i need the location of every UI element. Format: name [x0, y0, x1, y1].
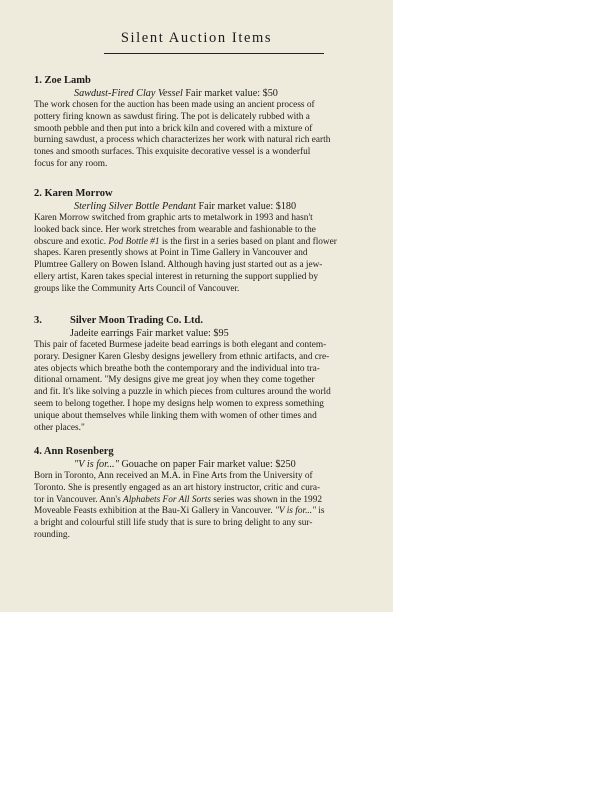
description-line: focus for any room.: [34, 158, 108, 169]
item-description: [34, 471, 388, 542]
description-line: and fit. It's like solving a puzzle in which pieces from cultures around the world: [34, 387, 331, 398]
description-line: seem to belong together. I hope my designs help women to express something: [34, 398, 324, 409]
description-line: smooth pebble and then put into a brick kiln and covered with a mixture of: [34, 123, 313, 134]
item-heading: 2. Karen Morrow: [34, 188, 113, 199]
description-line: This pair of faceted Burmese jadeite bead earrings is both elegant and contem-: [34, 340, 327, 350]
item-heading: 1. Zoe Lamb: [34, 75, 91, 86]
item-description: [34, 213, 388, 296]
description-line: ates objects which breathe both the contemporary and the individual into tra-: [34, 363, 320, 374]
work-reference: Pod Bottle #1: [108, 236, 160, 247]
description-line: porary. Designer Karen Glesby designs jewellery from ethnic artifacts, and cre-: [34, 351, 330, 362]
description-line: burning sawdust, a process which characterizes her work with natural rich earth: [34, 135, 331, 146]
item-heading: 4. Ann Rosenberg: [34, 446, 114, 457]
description-line: other places.": [34, 422, 85, 433]
description-line: ditional ornament. "My designs give me great joy when they come together: [34, 375, 315, 386]
item-subtitle: [34, 87, 388, 100]
description-text: is the first in a series based on plant and flower: [161, 236, 337, 247]
description-text: Moveable Feasts exhibition at the Bau-Xi Gallery in Vancouver.: [34, 506, 273, 517]
auction-item-4: [34, 445, 388, 542]
auction-item-1: [34, 74, 388, 171]
description-line: ellery artist, Karen takes special interest in returning the support supplied by: [34, 271, 318, 282]
description-line: groups like the Community Arts Council of Vancouver.: [34, 283, 240, 294]
description-line: Born in Toronto, Ann received an M.A. in Fine Arts from the University of: [34, 471, 313, 481]
item-value: Fair market value: $180: [198, 201, 297, 212]
item-work-title: Jadeite earrings: [70, 328, 134, 339]
description-text: is: [318, 506, 325, 517]
description-line: a bright and colourful still life study that is sure to bring delight to any sur-: [34, 518, 313, 529]
item-number: 3.: [34, 315, 42, 326]
item-description: [34, 100, 388, 171]
item-heading: [34, 314, 388, 327]
description-text: tor in Vancouver. Ann's: [34, 494, 121, 505]
item-subtitle: [34, 200, 388, 213]
description-line: Plumtree Gallery on Bowen Island. Although having just started out as a jew-: [34, 260, 323, 271]
item-subtitle: [34, 458, 388, 471]
description-line: The work chosen for the auction has been made using an ancient process of: [34, 100, 315, 110]
description-line: Karen Morrow switched from graphic arts to metalwork in 1993 and hasn't: [34, 213, 313, 223]
description-text: series was shown in the 1992: [213, 494, 322, 505]
description-line: looked back since. Her work stretches from wearable and fashionable to the: [34, 224, 316, 235]
item-value: Gouache on paper Fair market value: $250: [121, 459, 296, 470]
description-line: pottery firing known as sawdust firing. The pot is delicately rubbed with a: [34, 111, 310, 122]
item-subtitle: [34, 327, 388, 340]
item-work-title: Sawdust-Fired Clay Vessel: [74, 88, 183, 99]
item-value: Fair market value: $95: [136, 328, 229, 339]
item-description: [34, 340, 388, 434]
description-line: shapes. Karen presently shows at Point in Time Gallery in Vancouver and: [34, 248, 308, 259]
description-text: obscure and exotic.: [34, 236, 107, 247]
item-work-title: "V is for...": [74, 459, 119, 470]
work-reference: Alphabets For All Sorts: [123, 494, 211, 505]
description-line: [34, 237, 388, 249]
description-line: [34, 506, 388, 518]
description-line: unique about themselves while linking them with women of other times and: [34, 410, 317, 421]
item-work-title: Sterling Silver Bottle Pendant: [74, 201, 196, 212]
description-line: rounding.: [34, 529, 70, 540]
auction-item-2: [34, 187, 388, 296]
description-line: [34, 495, 388, 507]
description-line: Toronto. She is presently engaged as an art history instructor, critic and cura-: [34, 482, 321, 493]
page-title: Silent Auction Items: [120, 30, 273, 46]
description-line: tones and smooth surfaces. This exquisite decorative vessel is a wonderful: [34, 147, 311, 158]
work-reference: "V is for...": [274, 506, 316, 517]
item-value: Fair market value: $50: [185, 88, 278, 99]
auction-item-3: [34, 314, 388, 434]
item-name: Silver Moon Trading Co. Ltd.: [70, 315, 204, 326]
title-underline: [104, 53, 324, 54]
